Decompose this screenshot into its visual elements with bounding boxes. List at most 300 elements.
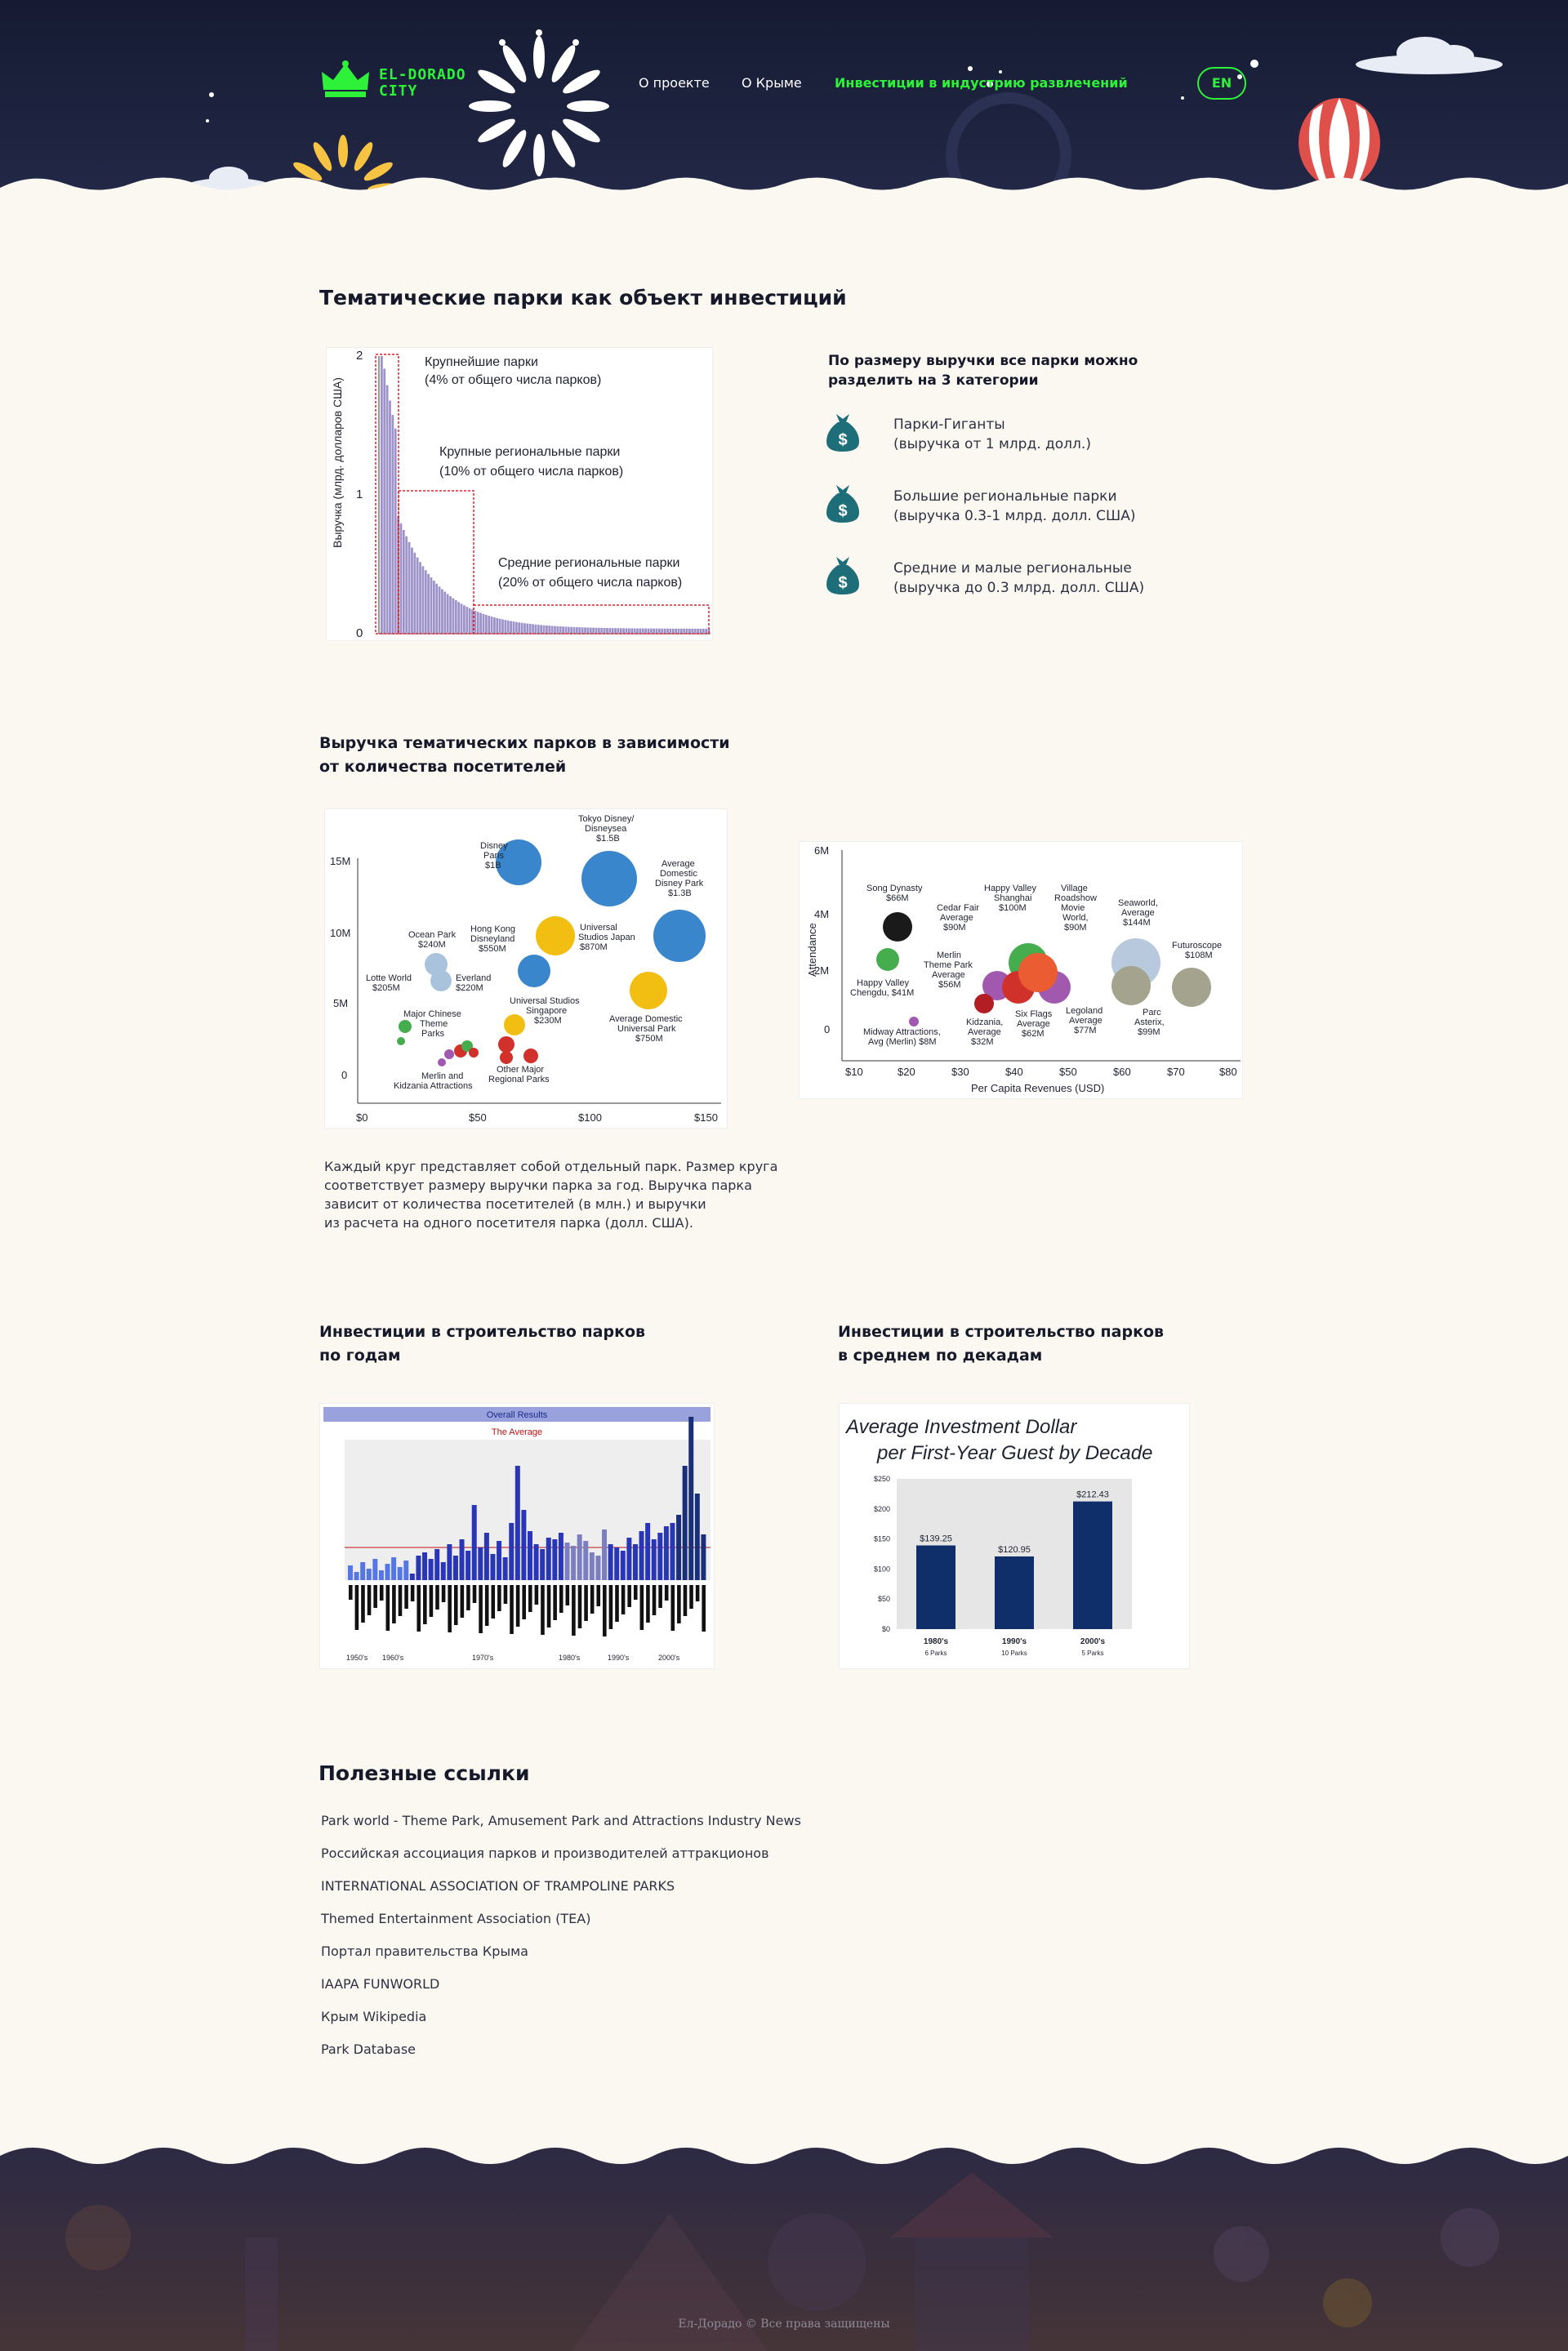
overall-negative-bar xyxy=(411,1585,415,1601)
revenue-bar xyxy=(686,629,688,634)
bubble-label: Average xyxy=(1069,1016,1102,1026)
link-russian-parks-association[interactable]: Российская ассоциация парков и производителей аттракционов xyxy=(321,1846,769,1861)
revenue-bar xyxy=(622,628,625,634)
category-name: Средние и малые региональные xyxy=(893,560,1132,577)
attendance-xtick: $40 xyxy=(1005,1066,1023,1078)
bubble-label: Major Chinese xyxy=(403,1009,461,1019)
overall-bar xyxy=(348,1565,353,1580)
bubble-label: Roadshow xyxy=(1054,893,1097,903)
bubble-label: $99M xyxy=(1138,1027,1160,1037)
attendance-xtick: $60 xyxy=(1113,1066,1131,1078)
nav-about-project[interactable]: О проекте xyxy=(639,75,710,91)
link-trampoline-parks[interactable]: INTERNATIONAL ASSOCIATION OF TRAMPOLINE PARKS xyxy=(321,1878,675,1894)
overall-negative-bar xyxy=(461,1585,465,1618)
revenue-bar xyxy=(413,553,416,634)
overall-negative-bar xyxy=(392,1585,396,1623)
category-item xyxy=(822,482,864,528)
overall-negative-bar xyxy=(596,1585,600,1606)
money-bag-icon xyxy=(822,411,864,453)
revenue-bar xyxy=(526,624,528,634)
annotation-large-regional-share: (10% от общего числа парков) xyxy=(439,465,624,479)
overall-negative-bar xyxy=(677,1585,681,1623)
overall-bar xyxy=(478,1547,483,1580)
bubble-label: Average xyxy=(932,970,965,980)
revenue-bar xyxy=(670,629,672,634)
revenue-bar xyxy=(381,356,383,634)
overall-bar xyxy=(608,1544,613,1580)
category-text xyxy=(893,559,1144,598)
bubble-label: Song Dynasty xyxy=(866,884,923,893)
revenue-bar xyxy=(658,629,661,634)
revenue-bar xyxy=(634,628,636,634)
overall-bar xyxy=(559,1533,564,1580)
bubble-label: Average xyxy=(1121,908,1155,918)
bubble-xtick: $0 xyxy=(356,1111,368,1124)
decade-label: 2000's xyxy=(658,1654,680,1662)
overall-bar xyxy=(614,1547,619,1580)
overall-bar xyxy=(534,1544,539,1580)
bubble-label: Other Major xyxy=(497,1065,545,1075)
revenue-bar xyxy=(559,626,562,634)
bubble-label: Disneysea xyxy=(585,824,627,834)
caption-line: из расчета на одного посетителя парка (долл. США). xyxy=(324,1215,693,1231)
revenue-bar xyxy=(405,537,408,634)
bubble-ytick: 15M xyxy=(330,855,351,867)
revenue-bar xyxy=(702,629,705,634)
overall-negative-bar xyxy=(609,1585,613,1629)
bubble-label: $62M xyxy=(1022,1029,1045,1039)
category-name: Большие региональные парки xyxy=(893,488,1117,505)
bubble-label: $220M xyxy=(456,983,483,993)
revenue-bar xyxy=(548,626,550,634)
attendance-ytick: 6M xyxy=(814,844,830,857)
revenue-bar xyxy=(466,607,468,634)
revenue-bar xyxy=(499,619,501,634)
bubble-label: Ocean Park xyxy=(408,930,457,940)
useful-links-title: Полезные ссылки xyxy=(318,1761,530,1785)
revenue-bar xyxy=(439,586,441,634)
overall-negative-bar xyxy=(479,1585,483,1633)
revenue-bar xyxy=(523,623,526,634)
category-range: (выручка до 0.3 млрд. долл. США) xyxy=(893,580,1145,596)
decade-category-label: 1980's xyxy=(923,1637,949,1646)
overall-negative-bar xyxy=(435,1585,439,1610)
bubble-label: Lotte World xyxy=(366,973,412,983)
revenue-bar xyxy=(691,629,693,634)
overall-bar xyxy=(639,1531,644,1580)
overall-negative-bar xyxy=(689,1585,693,1609)
link-park-world[interactable]: Park world - Theme Park, Amusement Park and Attractions Industry News xyxy=(321,1813,801,1828)
bubble-label: Village xyxy=(1061,884,1088,893)
bubble-label: $77M xyxy=(1074,1026,1097,1035)
revenue-bar xyxy=(416,558,419,634)
bubble-label: $1.3B xyxy=(668,888,692,898)
bubble-label: Six Flags xyxy=(1015,1009,1053,1019)
revenue-bar xyxy=(592,628,595,634)
overall-bar xyxy=(497,1541,501,1580)
revenue-bar xyxy=(391,415,394,634)
annotation-medium-regional-share: (20% от общего числа парков) xyxy=(498,576,683,590)
overall-bar xyxy=(391,1557,396,1580)
caption-line: Каждый круг представляет собой отдельный парк. Размер круга xyxy=(324,1159,778,1174)
decade-label: 1970's xyxy=(472,1654,494,1662)
bubble-label: Average xyxy=(1017,1019,1050,1029)
attendance-xlabel: Per Capita Revenues (USD) xyxy=(971,1082,1105,1094)
revenue-bar xyxy=(656,629,658,634)
revenue-bar xyxy=(584,627,586,634)
section-title-revenue-vs-visitors xyxy=(319,732,730,779)
bubble-label: $1B xyxy=(485,861,501,870)
overall-bar xyxy=(633,1544,638,1580)
revenue-bar xyxy=(394,429,397,634)
overall-results-subtitle: The Average xyxy=(491,1427,543,1437)
overall-bar xyxy=(410,1574,415,1580)
overall-bar xyxy=(657,1533,662,1580)
language-switch-button[interactable]: EN xyxy=(1197,67,1246,100)
bubble-label: $870M xyxy=(580,942,608,952)
section-title-investment-object: Тематические парки как объект инвестиций xyxy=(319,286,847,309)
decade-bar xyxy=(1073,1502,1112,1629)
revenue-bar xyxy=(636,629,639,634)
bubble-label: $90M xyxy=(1064,923,1087,933)
overall-bar xyxy=(701,1534,706,1580)
category-item xyxy=(822,554,864,599)
overall-bar xyxy=(429,1559,434,1580)
revenue-ytick: 1 xyxy=(356,488,363,501)
overall-bar xyxy=(403,1561,408,1580)
bubble-label: Kidzania, xyxy=(966,1017,1004,1027)
revenue-bar xyxy=(554,626,556,634)
revenue-bar xyxy=(488,616,490,634)
overall-decade-labels xyxy=(346,1654,680,1662)
overall-negative-bar xyxy=(466,1585,470,1610)
decade-value-label: $139.25 xyxy=(920,1534,952,1544)
overall-bar xyxy=(360,1562,365,1580)
revenue-bar xyxy=(546,626,548,634)
revenue-bar xyxy=(513,621,515,634)
revenue-bar xyxy=(447,594,449,634)
bubble-label: Happy Valley xyxy=(857,978,909,988)
bubble-label: $750M xyxy=(635,1034,663,1044)
overall-negative-bar xyxy=(528,1585,532,1612)
overall-negative-bar xyxy=(442,1585,446,1602)
overall-bar xyxy=(398,1567,403,1580)
section-title-investment-by-year xyxy=(319,1320,645,1368)
bubble-label: Disney xyxy=(480,841,508,851)
overall-bar xyxy=(460,1539,465,1580)
overall-negative-bar xyxy=(349,1585,353,1600)
overall-bar xyxy=(621,1551,626,1580)
overall-negative-bar xyxy=(572,1585,576,1636)
overall-negative-bar xyxy=(404,1585,408,1609)
bubble-label: Studios Japan xyxy=(578,933,635,942)
revenue-bar xyxy=(551,626,554,634)
overall-negative-bar xyxy=(522,1585,526,1619)
bubble-label: Avg (Merlin) $8M xyxy=(868,1037,937,1047)
bubble-label: Seaworld, xyxy=(1118,898,1158,908)
revenue-bar xyxy=(427,574,430,634)
overall-negative-bar xyxy=(386,1585,390,1631)
bubble-ytick: 5M xyxy=(333,997,349,1009)
revenue-bar xyxy=(608,628,611,634)
revenue-bar xyxy=(697,629,699,634)
revenue-bar xyxy=(543,626,546,634)
revenue-bar xyxy=(493,617,496,634)
overall-results-chart xyxy=(319,1403,715,1669)
revenue-bar xyxy=(581,627,584,634)
logo-text[interactable] xyxy=(379,67,466,100)
bubble-label: Singapore xyxy=(526,1006,568,1016)
overall-bar xyxy=(515,1466,520,1580)
revenue-bar xyxy=(653,629,655,634)
bubble-label: Legoland xyxy=(1066,1006,1103,1016)
revenue-ytick: 2 xyxy=(356,349,363,363)
overall-bar xyxy=(626,1538,631,1580)
category-item xyxy=(822,411,864,456)
overall-negative-bar xyxy=(621,1585,626,1614)
link-iaapa[interactable]: IAAPA FUNWORLD xyxy=(321,1976,440,1992)
attendance-ytick: 0 xyxy=(824,1023,831,1035)
bubble-label: $56M xyxy=(938,980,961,990)
site-header xyxy=(0,0,1568,196)
decade-ytick: $100 xyxy=(873,1565,890,1574)
revenue-bars xyxy=(381,356,710,634)
revenue-bar xyxy=(598,628,600,634)
revenue-bar xyxy=(537,625,540,634)
section-title-line: Инвестиции в строительство парков xyxy=(319,1323,646,1341)
bubble-label: Tokyo Disney/ xyxy=(578,814,635,824)
overall-bar xyxy=(670,1523,675,1580)
overall-negative-bar xyxy=(361,1585,365,1623)
link-crimea-government[interactable]: Портал правительства Крыма xyxy=(321,1944,528,1959)
bubble-label: Shanghai xyxy=(994,893,1032,903)
overall-bar xyxy=(595,1556,600,1580)
bubble-label: Hong Kong xyxy=(470,924,516,934)
overall-negative-bar xyxy=(670,1585,675,1631)
annotation-large-regional: Крупные региональные парки xyxy=(439,445,621,459)
revenue-bar xyxy=(518,622,520,634)
revenue-bar xyxy=(650,629,653,634)
bubble-label: Parks xyxy=(421,1029,445,1039)
revenue-bar xyxy=(576,627,578,634)
overall-negative-bar xyxy=(547,1585,551,1627)
attendance-ytick: 4M xyxy=(814,908,830,920)
bubble-label: Disney Park xyxy=(655,879,704,888)
overall-bar xyxy=(447,1544,452,1580)
overall-bar xyxy=(528,1531,532,1580)
annotation-largest-parks-share: (4% от общего числа парков) xyxy=(425,373,602,387)
attendance-xtick: $50 xyxy=(1059,1066,1077,1078)
revenue-bar xyxy=(642,629,644,634)
overall-negative-bar xyxy=(702,1585,706,1632)
overall-bar xyxy=(571,1546,576,1580)
revenue-bar xyxy=(648,629,650,634)
bubble-label: Theme xyxy=(420,1019,448,1029)
revenue-distribution-chart xyxy=(326,347,713,641)
bubble-label: Futuroscope xyxy=(1172,941,1223,951)
nav-about-crimea[interactable]: О Крыме xyxy=(742,75,802,91)
bubble-label: Parc xyxy=(1143,1008,1161,1017)
revenue-bar xyxy=(457,602,460,634)
category-text xyxy=(893,487,1136,526)
revenue-bar xyxy=(430,577,433,634)
decade-label: 1990's xyxy=(608,1654,630,1662)
overall-bar xyxy=(379,1570,384,1580)
revenue-bar xyxy=(606,628,608,634)
revenue-bar xyxy=(455,600,457,634)
overall-negative-bar xyxy=(497,1585,501,1611)
revenue-bar xyxy=(639,629,641,634)
section-title-line: от количества посетителей xyxy=(319,758,567,776)
revenue-bar xyxy=(433,581,435,634)
section-title-investment-by-decade xyxy=(838,1320,1164,1368)
link-park-database[interactable]: Park Database xyxy=(321,2042,416,2057)
bubble-chart-revenue-vs-visitors xyxy=(324,808,728,1129)
overall-results-banner: Overall Results xyxy=(486,1410,548,1420)
decade-category-note: 5 Parks xyxy=(1081,1650,1104,1657)
attendance-ylabel: Attendance xyxy=(806,923,818,977)
overall-negative-bar xyxy=(615,1585,619,1622)
overall-negative-bar xyxy=(504,1585,508,1604)
revenue-bar xyxy=(408,542,411,634)
revenue-bar xyxy=(479,613,482,634)
revenue-bar xyxy=(683,629,685,634)
revenue-chart-ylabel: Выручка (млрд. долларов США) xyxy=(331,377,344,548)
bubble-label: Theme Park xyxy=(924,960,973,970)
decade-investment-chart xyxy=(839,1403,1190,1669)
revenue-bar xyxy=(680,629,683,634)
overall-bar xyxy=(602,1529,607,1580)
overall-negative-bar xyxy=(448,1585,452,1632)
decade-category-note: 10 Parks xyxy=(1001,1650,1027,1657)
bubble-label: Domestic xyxy=(660,869,697,879)
overall-bar xyxy=(552,1539,557,1580)
section-title-line: Выручка тематических парков в зависимости xyxy=(319,734,730,752)
decade-yticks xyxy=(874,1475,890,1633)
overall-bar xyxy=(652,1539,657,1580)
decade-label: 1950's xyxy=(346,1654,368,1662)
nav-investments[interactable]: Инвестиции в индустрию развлечений xyxy=(835,75,1128,91)
cloud-decoration xyxy=(1348,29,1511,78)
bubble-label: Happy Valley xyxy=(984,884,1036,893)
overall-negative-bar xyxy=(566,1585,570,1605)
revenue-bar xyxy=(694,629,697,634)
bubble-label: Average xyxy=(662,859,695,869)
money-bag-icon xyxy=(822,482,864,524)
categories-heading: По размеру выручки все парки можно разделить на 3 категории xyxy=(828,353,1138,389)
overall-bar xyxy=(372,1559,377,1580)
overall-negative-bar xyxy=(553,1585,557,1620)
bubble-label: $230M xyxy=(534,1016,562,1026)
overall-bar xyxy=(590,1552,595,1580)
revenue-bar xyxy=(675,629,677,634)
revenue-bar xyxy=(452,599,455,634)
revenue-bar xyxy=(535,625,537,634)
link-tea[interactable]: Themed Entertainment Association (TEA) xyxy=(321,1911,591,1926)
bubble-label: Everland xyxy=(456,973,492,983)
overall-negative-bar xyxy=(590,1585,595,1614)
revenue-bar xyxy=(419,562,421,634)
overall-bar xyxy=(385,1564,390,1580)
attendance-ytick: 2M xyxy=(814,964,830,977)
overall-bar xyxy=(484,1533,489,1580)
overall-negative-bar xyxy=(491,1585,495,1619)
revenue-bar xyxy=(568,627,570,634)
annotation-medium-regional: Средние региональные парки xyxy=(498,556,680,570)
overall-negative-bar xyxy=(665,1585,669,1601)
overall-negative-bar xyxy=(485,1585,489,1626)
bubble-label: Regional Parks xyxy=(488,1075,550,1084)
overall-negative-bar xyxy=(646,1585,650,1623)
revenue-bar xyxy=(587,627,590,634)
category-range: (выручка от 1 млрд. долл.) xyxy=(893,436,1091,452)
attendance-xtick: $80 xyxy=(1219,1066,1237,1078)
crown-logo-icon[interactable] xyxy=(320,60,371,100)
bubble-xtick: $150 xyxy=(694,1111,718,1124)
overall-negative-bar xyxy=(578,1585,582,1628)
overall-bar xyxy=(645,1523,650,1580)
attendance-xtick: $20 xyxy=(898,1066,915,1078)
bubble-label: Merlin and xyxy=(421,1071,464,1081)
revenue-bar xyxy=(435,584,438,634)
link-crimea-wikipedia[interactable]: Крым Wikipedia xyxy=(321,2009,427,2024)
bubble-label: Chengdu, $41M xyxy=(850,988,915,998)
overall-negative-bar xyxy=(368,1585,372,1615)
revenue-bar xyxy=(529,624,532,634)
revenue-bar xyxy=(678,629,680,634)
overall-bar xyxy=(540,1549,545,1580)
attendance-xtick: $10 xyxy=(845,1066,863,1078)
overall-bar xyxy=(416,1556,421,1580)
overall-negative-bar xyxy=(603,1585,607,1636)
decade-label: 1960's xyxy=(382,1654,404,1662)
revenue-bar xyxy=(403,530,405,634)
revenue-bar xyxy=(491,617,493,634)
attendance-xtick: $30 xyxy=(951,1066,969,1078)
svg-text:$: $ xyxy=(838,574,848,592)
caption-line: соответствует размеру выручки парка за год. Выручка парка xyxy=(324,1178,752,1193)
revenue-bar xyxy=(556,626,559,634)
overall-negative-bar xyxy=(658,1585,662,1608)
decade-ytick: $50 xyxy=(877,1595,890,1604)
overall-negative-bar xyxy=(473,1585,477,1603)
overall-negative-bar xyxy=(416,1585,421,1632)
category-range: (выручка 0.3-1 млрд. долл. США) xyxy=(893,508,1136,524)
attendance-xtick: $70 xyxy=(1167,1066,1185,1078)
revenue-bar xyxy=(573,627,576,634)
section-title-line: Инвестиции в строительство парков xyxy=(838,1323,1165,1341)
decade-value-label: $120.95 xyxy=(998,1544,1031,1555)
caption-line: зависит от количества посетителей (в млн.) и выручки xyxy=(324,1196,706,1212)
overall-negative-bar xyxy=(684,1585,688,1616)
bubble-label: Kidzania Attractions xyxy=(394,1081,473,1091)
overall-bar xyxy=(565,1543,570,1580)
revenue-bar xyxy=(626,628,628,634)
bubble-label: $100M xyxy=(999,903,1027,913)
decade-ytick: $200 xyxy=(873,1504,890,1513)
bubble-label: Paris xyxy=(483,851,505,861)
revenue-bar xyxy=(672,629,675,634)
revenue-bar xyxy=(501,619,504,634)
revenue-bar xyxy=(469,608,471,634)
revenue-bar xyxy=(515,622,518,634)
overall-negative-bar xyxy=(454,1585,458,1625)
revenue-bar xyxy=(386,385,389,634)
header-wave-divider xyxy=(0,155,1568,196)
revenue-bar xyxy=(496,618,498,634)
bubble-label: Midway Attractions, xyxy=(863,1027,941,1037)
category-text xyxy=(893,415,1091,454)
